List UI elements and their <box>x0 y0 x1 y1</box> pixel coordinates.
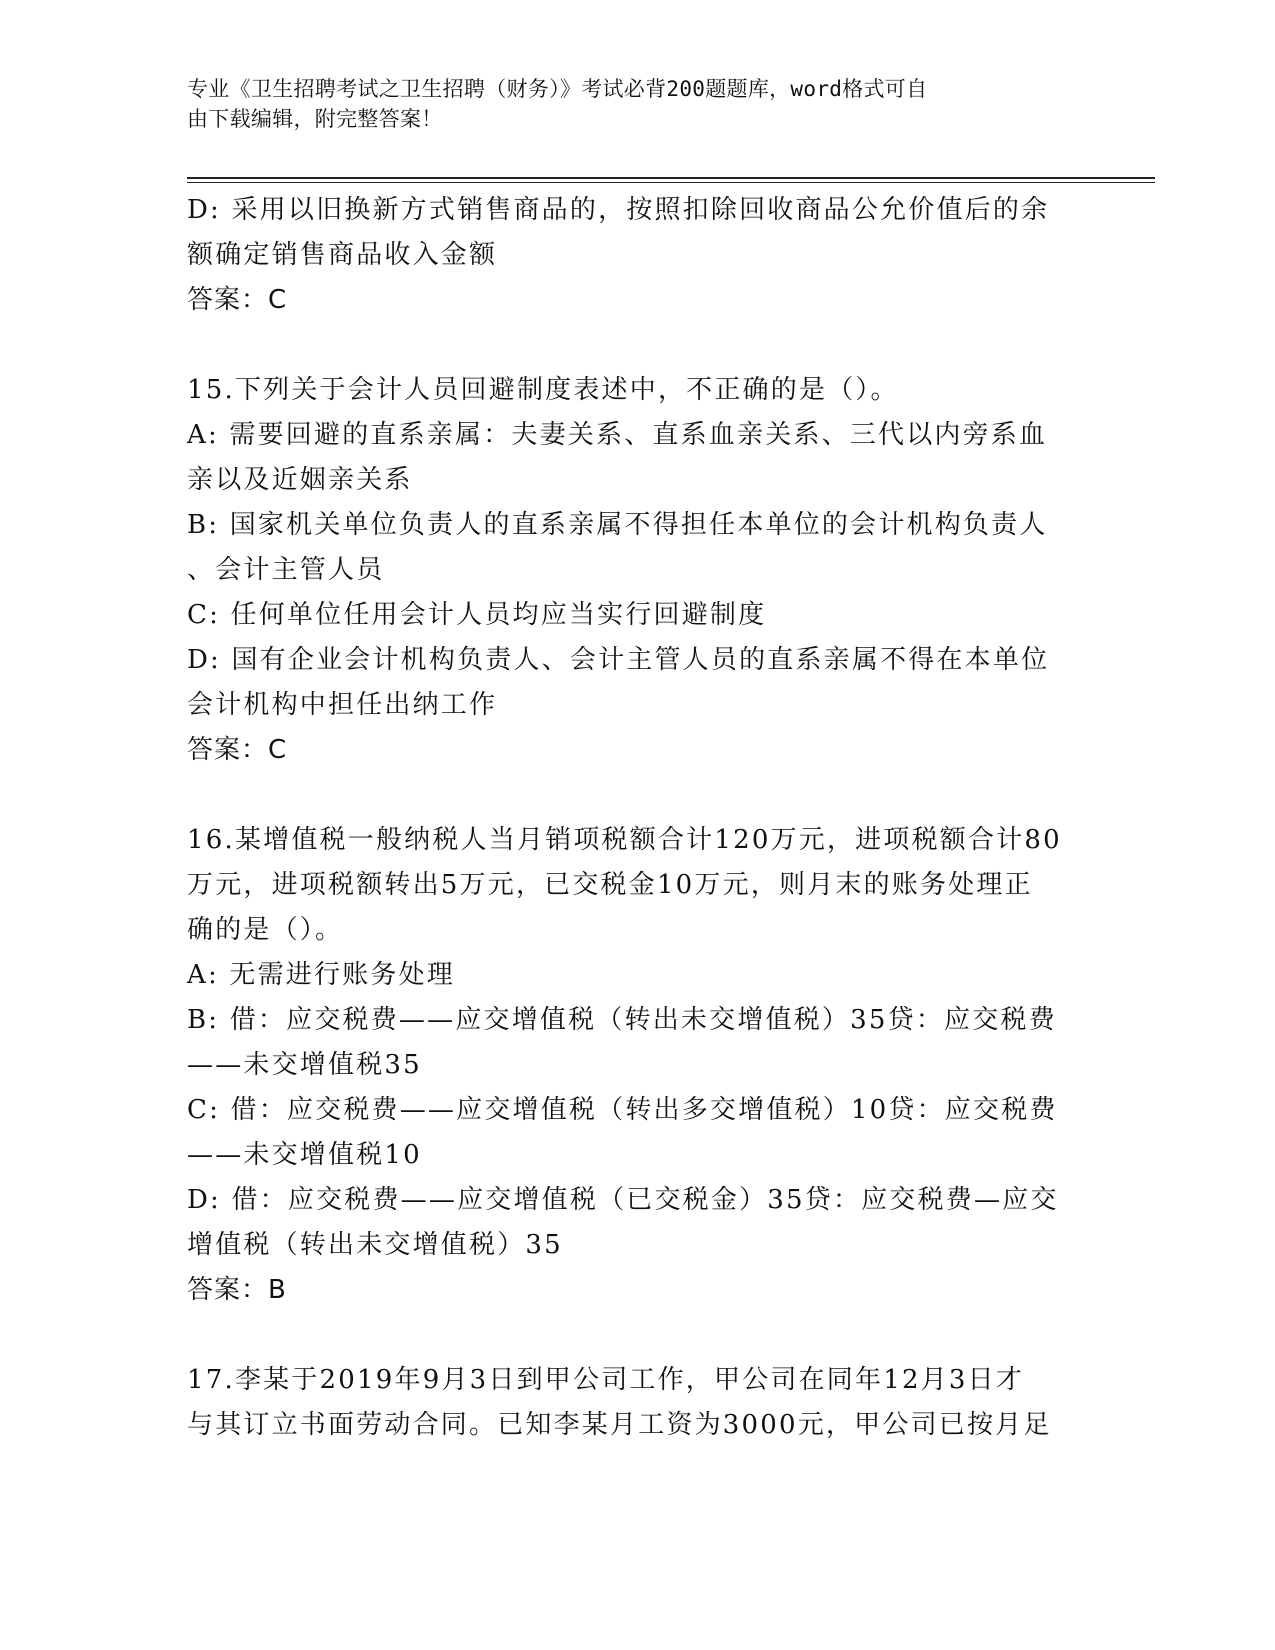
text-line: ——未交增值税10 <box>187 1140 422 1170</box>
text-line: 确的是（）。 <box>187 915 344 945</box>
text-line: 会计机构中担任出纳工作 <box>187 690 498 720</box>
header-line: 由下载编辑，附完整答案！ <box>187 107 443 131</box>
text-line: 15.下列关于会计人员回避制度表述中，不正确的是（）。 <box>187 375 899 405</box>
answer-line: 答案：C <box>187 735 288 765</box>
text-line: B: 国家机关单位负责人的直系亲属不得担任本单位的会计机构负责人 <box>187 510 1048 540</box>
answer-line: 答案：C <box>187 285 288 315</box>
text-line: C: 任何单位任用会计人员均应当实行回避制度 <box>187 600 767 630</box>
text-line: 额确定销售商品收入金额 <box>187 240 498 270</box>
header-divider <box>187 182 1155 183</box>
document-header <box>187 74 1067 134</box>
text-line: 17.李某于2019年9月3日到甲公司工作，甲公司在同年12月3日才 <box>187 1365 1025 1395</box>
text-line: D: 借：应交税费——应交增值税（已交税金）35贷：应交税费—应交 <box>187 1185 1059 1215</box>
header-line: 专业《卫生招聘考试之卫生招聘（财务）》考试必背200题题库，word格式可自 <box>187 77 928 101</box>
text-line: ——未交增值税35 <box>187 1050 422 1080</box>
text-line: 增值税（转出未交增值税）35 <box>187 1230 563 1260</box>
header-divider <box>187 177 1155 179</box>
text-line: B: 借：应交税费——应交增值税（转出未交增值税）35贷：应交税费 <box>187 1005 1057 1035</box>
text-line: D: 采用以旧换新方式销售商品的，按照扣除回收商品公允价值后的余 <box>187 195 1050 225</box>
text-line: 亲以及近姻亲关系 <box>187 465 413 495</box>
document-body <box>187 188 1087 1448</box>
text-line: D: 国有企业会计机构负责人、会计主管人员的直系亲属不得在本单位 <box>187 645 1050 675</box>
text-line: 16.某增值税一般纳税人当月销项税额合计120万元，进项税额合计80 <box>187 825 1062 855</box>
text-line: C: 借：应交税费——应交增值税（转出多交增值税）10贷：应交税费 <box>187 1095 1058 1125</box>
text-line: 、会计主管人员 <box>187 555 385 585</box>
paragraph-gap <box>187 773 1087 818</box>
text-line: A: 需要回避的直系亲属：夫妻关系、直系血亲关系、三代以内旁系血 <box>187 420 1048 450</box>
answer-line: 答案：B <box>187 1275 287 1305</box>
paragraph-gap <box>187 1313 1087 1358</box>
text-line: 万元，进项税额转出5万元，已交税金10万元，则月末的账务处理正 <box>187 870 1033 900</box>
paragraph-gap <box>187 323 1087 368</box>
text-line: 与其订立书面劳动合同。已知李某月工资为3000元，甲公司已按月足 <box>187 1410 1052 1440</box>
text-line: A: 无需进行账务处理 <box>187 960 456 990</box>
